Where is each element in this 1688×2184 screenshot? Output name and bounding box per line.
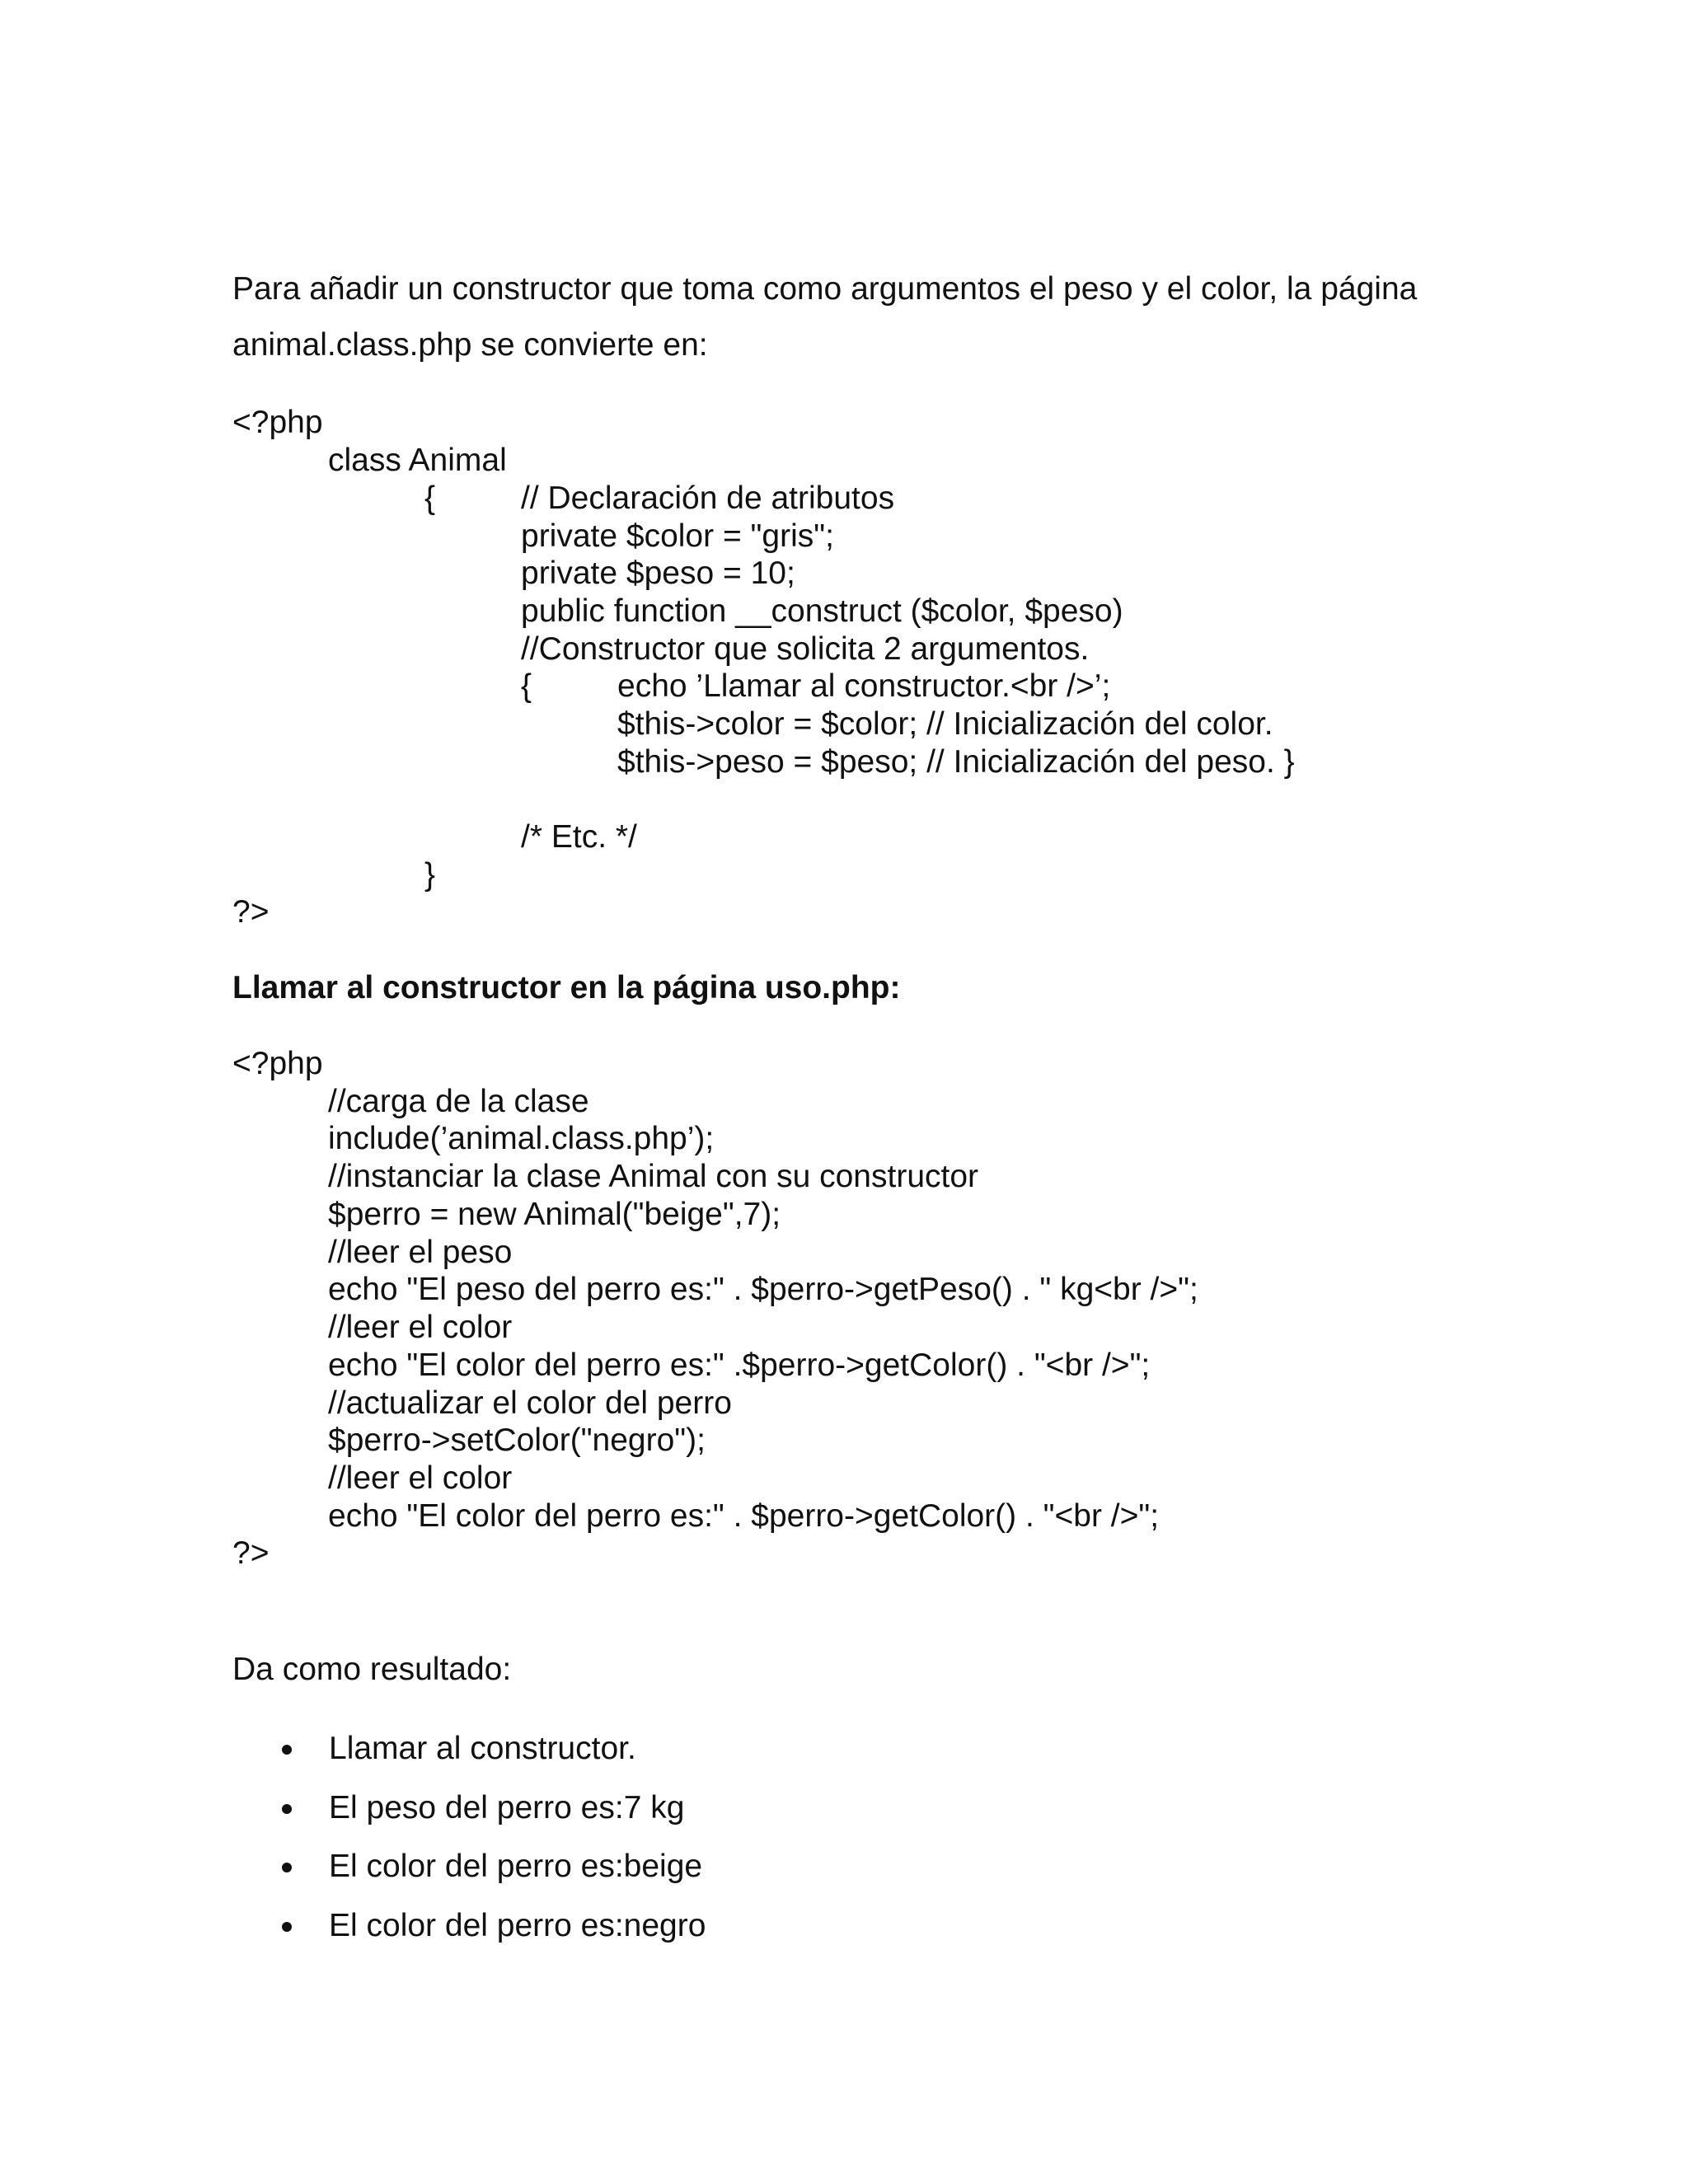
code-line: ?> — [232, 894, 270, 930]
code-line: //carga de la clase — [328, 1084, 589, 1119]
code-line: echo ’Llamar al constructor.<br />’; — [617, 668, 1111, 704]
code-line: private $peso = 10; — [521, 555, 795, 591]
list-item-text: El color del perro es:beige — [329, 1849, 703, 1884]
code-line: { — [424, 480, 436, 516]
code-line: $this->peso = $peso; // Inicialización del peso. } — [617, 744, 1295, 780]
code-line: $perro->setColor("negro"); — [328, 1422, 706, 1458]
code-line: //instanciar la clase Animal con su constructor — [328, 1159, 979, 1194]
intro-line-1: Para añadir un constructor que toma como argumentos el peso y el color, la página — [232, 271, 1418, 307]
bullet-icon — [282, 1745, 292, 1755]
code-line: //leer el color — [328, 1310, 513, 1345]
code-line: { — [521, 668, 532, 704]
code-line: class Animal — [328, 443, 507, 478]
code-line: echo "El color del perro es:" . $perro->getColor() . "<br />"; — [328, 1498, 1160, 1534]
code-line: echo "El color del perro es:" .$perro->getColor() . "<br />"; — [328, 1347, 1151, 1383]
code-line: $this->color = $color; // Inicialización del color. — [617, 706, 1273, 742]
bullet-icon — [282, 1804, 292, 1814]
code-line: echo "El peso del perro es:" . $perro->getPeso() . " kg<br />"; — [328, 1272, 1198, 1307]
code-line: //actualizar el color del perro — [328, 1385, 732, 1421]
list-item-text: Llamar al constructor. — [329, 1731, 636, 1766]
code-line: /* Etc. */ — [521, 819, 637, 855]
code-line: include(’animal.class.php’); — [328, 1121, 715, 1156]
code-line: <?php — [232, 1046, 323, 1081]
result-label: Da como resultado: — [232, 1652, 512, 1687]
code-line: public function __construct ($color, $peso) — [521, 593, 1123, 629]
code-line: //leer el peso — [328, 1235, 513, 1270]
code-line: } — [424, 857, 436, 893]
list-item-text: El color del perro es:negro — [329, 1908, 706, 1943]
list-item-text: El peso del perro es:7 kg — [329, 1790, 685, 1825]
code-line: ?> — [232, 1535, 270, 1571]
bullet-icon — [282, 1922, 292, 1932]
code-line: <?php — [232, 405, 323, 440]
bullet-icon — [282, 1863, 292, 1872]
section-heading: Llamar al constructor en la página uso.php: — [232, 970, 901, 1005]
intro-line-2: animal.class.php se convierte en: — [232, 327, 708, 363]
code-line: private $color = "gris"; — [521, 518, 834, 554]
code-line: // Declaración de atributos — [521, 480, 895, 516]
code-line: $perro = new Animal("beige",7); — [328, 1197, 781, 1232]
code-line: //Constructor que solicita 2 argumentos. — [521, 631, 1090, 667]
code-line: //leer el color — [328, 1460, 513, 1496]
